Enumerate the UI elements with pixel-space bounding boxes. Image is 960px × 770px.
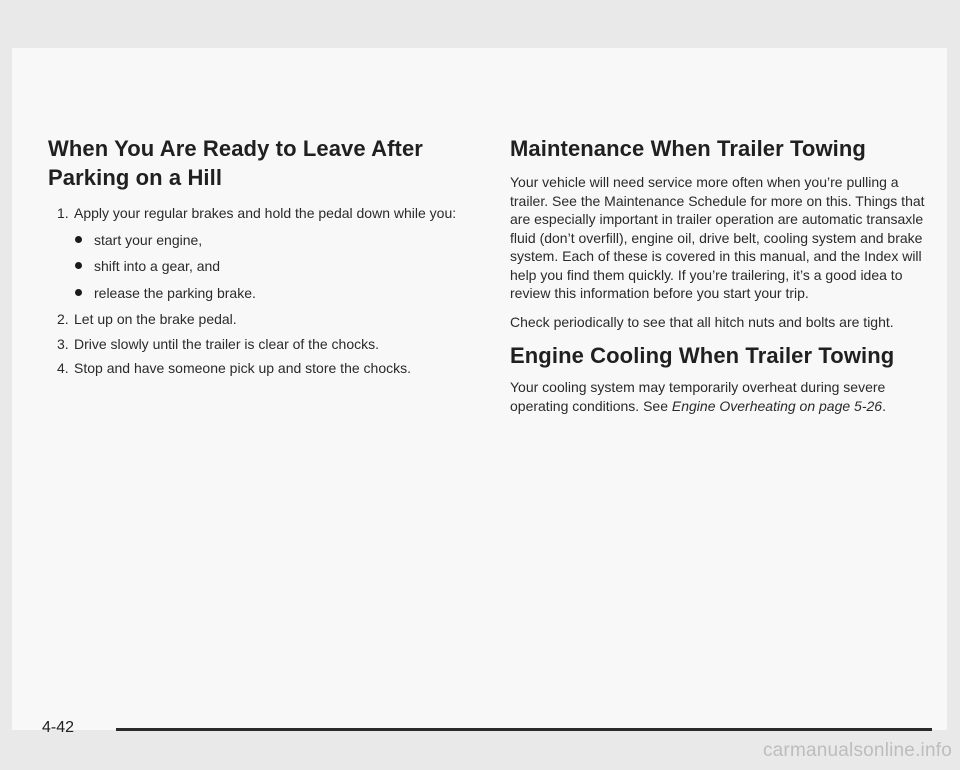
step-number: 4. [57, 360, 69, 376]
bullet-dot-icon [75, 236, 82, 243]
bullet-dot-icon [75, 289, 82, 296]
watermark: carmanualsonline.info [762, 740, 952, 761]
step-item [48, 335, 468, 354]
left-column [48, 134, 468, 384]
steps-list [48, 204, 468, 378]
step-text: Stop and have someone pick up and store the chocks. [74, 360, 411, 376]
step-item [48, 204, 468, 302]
step-text: Apply your regular brakes and hold the pedal down while you: [74, 205, 457, 221]
bullet-item: shift into a gear, and [74, 257, 468, 276]
bullet-list [74, 231, 468, 303]
maintenance-paragraph: Your vehicle will need service more often when you’re pulling a trailer. See the Maintenance Schedule for more on this. Things that are especially important in trailer operation are automatic transaxle fluid (don’t overfill), engine oil, drive belt, cooling system and brake system. Each of these is covered in this manual, and the Index will help you find them quickly. If you’re trailering, it’s a good idea to review this information before you start your trip. [510, 174, 925, 301]
maintenance-check-paragraph: Check periodically to see that all hitch nuts and bolts are tight. [510, 313, 894, 330]
step-number: 3. [57, 335, 69, 352]
bullet-item: release the parking brake. [74, 284, 468, 303]
right-column [510, 134, 940, 415]
manual-page [12, 48, 947, 736]
step-item [48, 359, 468, 378]
bullet-dot-icon [75, 262, 82, 269]
bullet-item: start your engine, [74, 231, 468, 250]
step-number: 1. [57, 205, 69, 221]
step-text: Drive slowly until the trailer is clear of the chocks. [74, 335, 379, 352]
step-text: Let up on the brake pedal. [74, 311, 237, 327]
step-item [48, 310, 468, 329]
section-title-cooling: Engine Cooling When Trailer Towing [510, 343, 895, 368]
section-title-leave-hill [48, 134, 468, 192]
footer-rule [116, 728, 932, 731]
section-title-line2: Parking on a Hill [48, 165, 223, 190]
section-title-maintenance: Maintenance When Trailer Towing [510, 136, 866, 161]
cooling-paragraph: Your cooling system may temporarily overheat during severe operating conditions. See Engine Overheating on page 5-26. [510, 379, 886, 414]
section-title-line1: When You Are Ready to Leave After [48, 136, 423, 161]
cross-reference-link[interactable]: Engine Overheating on page 5-26 [671, 397, 883, 414]
step-number: 2. [57, 311, 69, 327]
page-number: 4-42 [42, 719, 75, 736]
